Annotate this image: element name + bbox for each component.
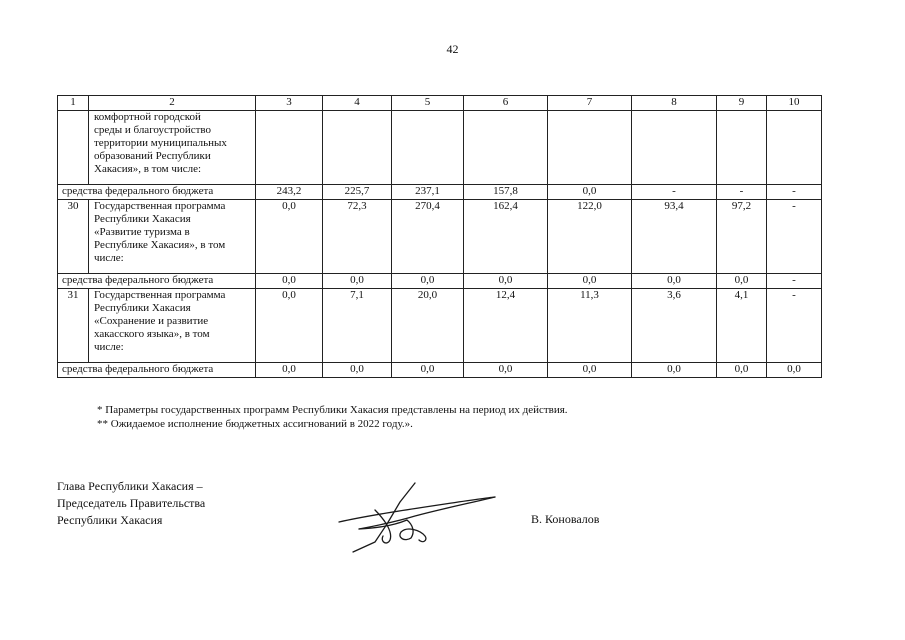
value-cell: 12,4: [464, 289, 548, 363]
table-row: [58, 185, 822, 200]
value-cell: [392, 111, 464, 185]
program-name-cell: Государственная программа Республики Хакасия «Сохранение и развитие хакасского языка», в том числе:: [89, 289, 256, 363]
header-cell: 4: [323, 96, 392, 111]
page-number: 42: [446, 42, 459, 56]
header-cell: 8: [632, 96, 717, 111]
value-cell: 0,0: [323, 363, 392, 378]
value-cell: 225,7: [323, 185, 392, 200]
value-cell: 3,6: [632, 289, 717, 363]
federal-budget-label: средства федерального бюджета: [58, 185, 256, 200]
header-cell: 6: [464, 96, 548, 111]
table-row: [58, 274, 822, 289]
value-cell: 157,8: [464, 185, 548, 200]
header-cell: 1: [58, 96, 89, 111]
signer-name: В. Коновалов: [531, 512, 600, 526]
value-cell: [323, 111, 392, 185]
value-cell: 0,0: [464, 274, 548, 289]
table-row: [58, 363, 822, 378]
value-cell: [256, 111, 323, 185]
value-cell: 4,1: [717, 289, 767, 363]
value-cell: [548, 111, 632, 185]
program-name-cell: Государственная программа Республики Хакасия «Развитие туризма в Республике Хакасия», в том числе:: [89, 200, 256, 274]
signatory-position: Глава Республики Хакасия – Председатель Правительства Республики Хакасия: [57, 479, 206, 527]
value-cell: 0,0: [256, 274, 323, 289]
value-cell: 0,0: [767, 363, 822, 378]
footnotes: [97, 403, 568, 431]
table-row: [58, 111, 822, 185]
index-cell: [58, 111, 89, 185]
value-cell: -: [767, 274, 822, 289]
value-cell: 122,0: [548, 200, 632, 274]
value-cell: 0,0: [323, 274, 392, 289]
value-cell: -: [767, 185, 822, 200]
footnote: * Параметры государственных программ Республики Хакасия представлены на период их действия.: [97, 404, 568, 416]
federal-budget-label: средства федерального бюджета: [58, 274, 256, 289]
value-cell: 97,2: [717, 200, 767, 274]
value-cell: 20,0: [392, 289, 464, 363]
table-row: [58, 289, 822, 363]
value-cell: 0,0: [548, 185, 632, 200]
header-cell: 3: [256, 96, 323, 111]
value-cell: 0,0: [632, 274, 717, 289]
value-cell: 0,0: [717, 363, 767, 378]
header-cell: 7: [548, 96, 632, 111]
program-name-cell: комфортной городской среды и благоустройство территории муниципальных образований Республики Хакасия», в том числе:: [89, 111, 256, 185]
value-cell: [632, 111, 717, 185]
value-cell: 270,4: [392, 200, 464, 274]
value-cell: 243,2: [256, 185, 323, 200]
value-cell: 0,0: [392, 274, 464, 289]
value-cell: -: [632, 185, 717, 200]
header-cell: 2: [89, 96, 256, 111]
handwritten-signature: [335, 480, 500, 555]
value-cell: -: [767, 289, 822, 363]
table-row: [58, 200, 822, 274]
value-cell: 0,0: [256, 363, 323, 378]
value-cell: 162,4: [464, 200, 548, 274]
table-header-row: [58, 96, 822, 111]
value-cell: 93,4: [632, 200, 717, 274]
value-cell: -: [717, 185, 767, 200]
value-cell: [464, 111, 548, 185]
value-cell: [767, 111, 822, 185]
header-cell: 9: [717, 96, 767, 111]
value-cell: 11,3: [548, 289, 632, 363]
budget-table: [57, 95, 822, 378]
value-cell: 0,0: [256, 289, 323, 363]
value-cell: -: [767, 200, 822, 274]
value-cell: [717, 111, 767, 185]
value-cell: 0,0: [392, 363, 464, 378]
index-cell: 30: [58, 200, 89, 274]
value-cell: 0,0: [464, 363, 548, 378]
value-cell: 0,0: [548, 274, 632, 289]
value-cell: 0,0: [548, 363, 632, 378]
header-cell: 5: [392, 96, 464, 111]
footnote: ** Ожидаемое исполнение бюджетных ассигнований в 2022 году.».: [97, 418, 413, 430]
value-cell: 237,1: [392, 185, 464, 200]
value-cell: 0,0: [632, 363, 717, 378]
federal-budget-label: средства федерального бюджета: [58, 363, 256, 378]
value-cell: 72,3: [323, 200, 392, 274]
value-cell: 0,0: [717, 274, 767, 289]
value-cell: 0,0: [256, 200, 323, 274]
value-cell: 7,1: [323, 289, 392, 363]
index-cell: 31: [58, 289, 89, 363]
header-cell: 10: [767, 96, 822, 111]
